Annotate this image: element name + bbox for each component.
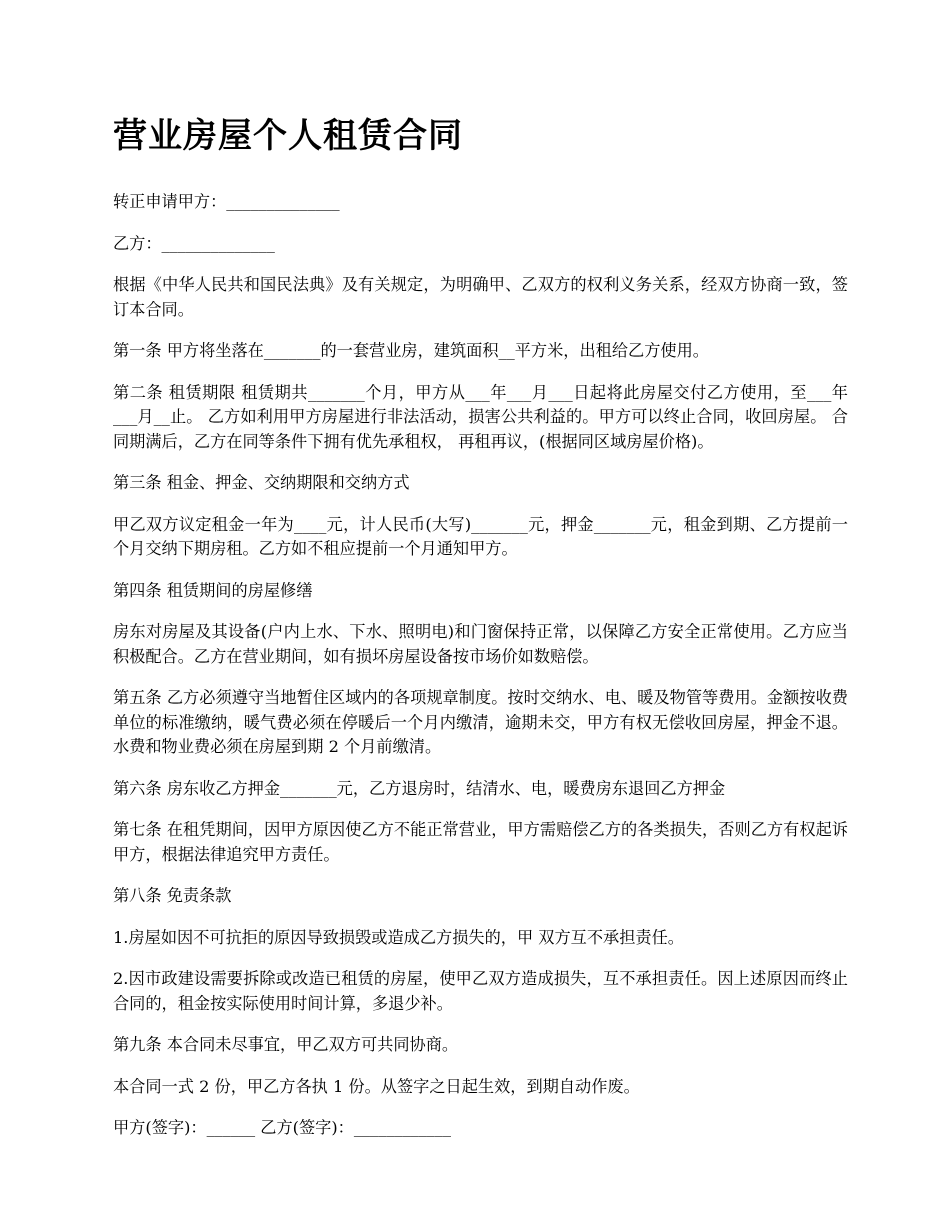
document-page (113, 110, 848, 1158)
article-8-heading: 第八条 免责条款 (113, 886, 232, 905)
article-6: 第六条 房东收乙方押金_______元，乙方退房时，结清水、电，暖费房东退回乙方押金 (113, 778, 726, 798)
article-1: 第一条 甲方将坐落在_______的一套营业房，建筑面积__平方米，出租给乙方使用。 (113, 341, 709, 360)
article-7: 第七条 在租凭期间，因甲方原因使乙方不能正常营业，甲方需赔偿乙方的各类损失，否则乙方有权起诉甲方，根据法律追究甲方责任。 (113, 820, 848, 864)
article-8-item-1: 1.房屋如因不可抗拒的原因导致损毁或造成乙方损失的，甲 双方互不承担责任。 (113, 927, 684, 947)
signature-line: 甲方(签字)：______ 乙方(签字)：____________ (113, 1118, 451, 1137)
party-b-line: 乙方：______________ (113, 233, 275, 253)
article-4-body: 房东对房屋及其设备(户内上水、下水、照明电)和门窗保持正常，以保障乙方安全正常使用。乙方应当积极配合。乙方在营业期间，如有损坏房屋设备按市场价如数赔偿。 (113, 622, 848, 666)
article-5: 第五条 乙方必须遵守当地暂住区域内的各项规章制度。按时交纳水、电、暖及物管等费用。金额按收费单位的标准缴纳，暖气费必须在停暖后一个月内缴清，逾期未交，甲方有权无偿收回房屋，押金不退。水费和物业费必须在房屋到期 2 个月前缴清。 (113, 688, 848, 756)
preamble-paragraph: 根据《中华人民共和国民法典》及有关规定，为明确甲、乙双方的权利义务关系，经双方协商一致，签订本合同。 (113, 275, 848, 319)
article-2: 第二条 租赁期限 租赁期共_______个月，甲方从___年___月___日起将此房屋交付乙方使用，至___年___月__止。 乙方如利用甲方房屋进行非法活动，损害公共利益的。甲方可以终止合同，收回房屋。 合同期满后，乙方在同等条件下拥有优先承租权， 再租再议，(根据同区域房屋价格)。 (113, 382, 848, 451)
article-3-heading: 第三条 租金、押金、交纳期限和交纳方式 (113, 473, 410, 492)
article-9: 第九条 本合同未尽事宜，甲乙双方可共同协商。 (113, 1035, 459, 1054)
party-a-line: 转正申请甲方：______________ (113, 192, 340, 211)
document-title: 营业房屋个人租赁合同 (113, 116, 463, 156)
copies-clause: 本合同一式 2 份，甲乙方各执 1 份。从签字之日起生效，到期自动作废。 (113, 1076, 640, 1096)
article-3-body: 甲乙双方议定租金一年为____元，计人民币(大写)_______元，押金_______元，租金到期、乙方提前一个月交纳下期房租。乙方如不租应提前一个月通知甲方。 (113, 514, 848, 558)
article-8-item-2: 2.因市政建设需要拆除或改造已租赁的房屋，使甲乙双方造成损失，互不承担责任。因上述原因而终止合同的，租金按实际使用时间计算，多退少补。 (113, 969, 848, 1013)
article-4-heading: 第四条 租赁期间的房屋修缮 (113, 580, 313, 600)
